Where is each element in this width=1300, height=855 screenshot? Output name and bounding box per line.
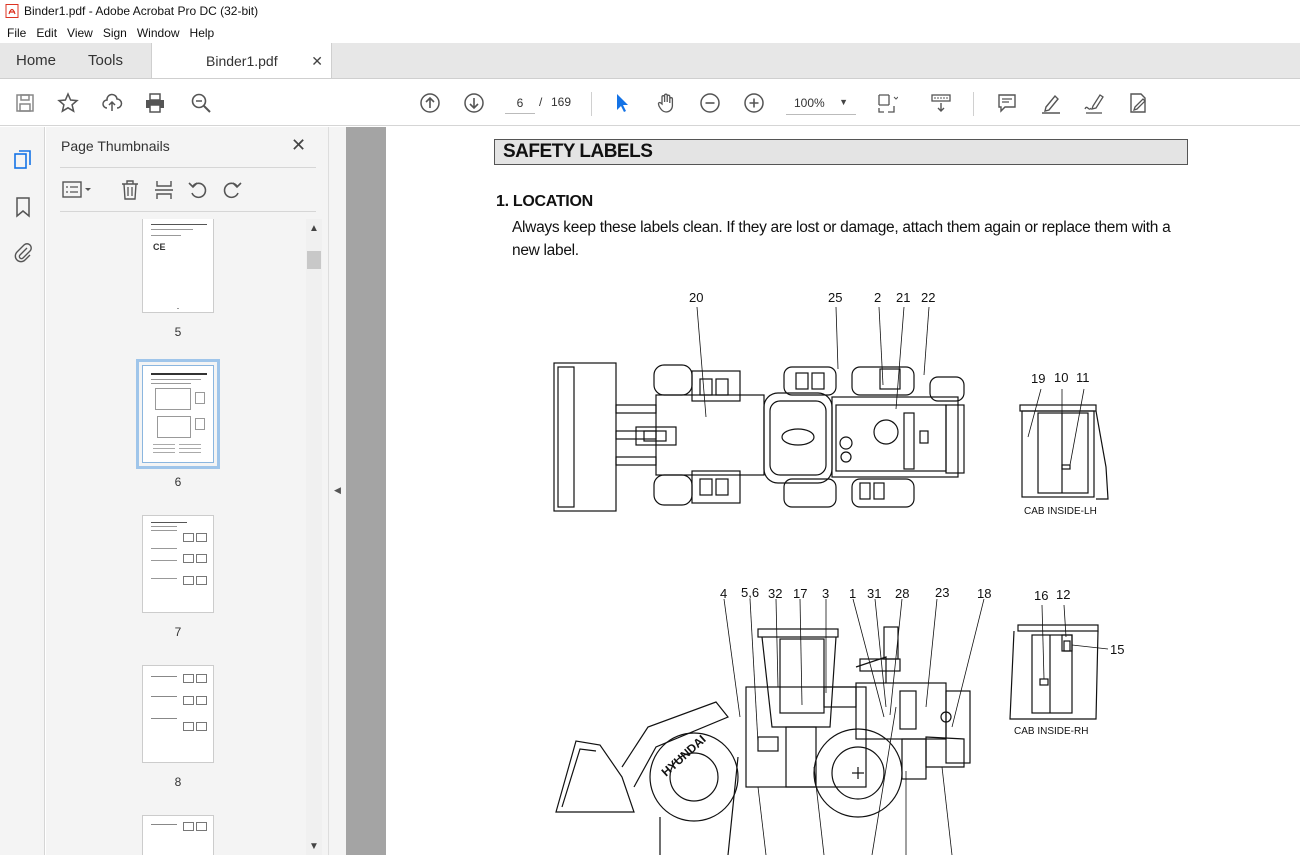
side-callout-4: 4: [720, 586, 728, 601]
previous-page-icon[interactable]: [418, 91, 442, 115]
top-callout-22: 22: [921, 290, 936, 305]
rotate-clockwise-icon[interactable]: [220, 178, 244, 202]
hand-tool-icon[interactable]: [654, 91, 678, 115]
attachments-icon[interactable]: [11, 240, 35, 264]
side-callout-3: 3: [822, 586, 830, 601]
tab-home[interactable]: Home: [16, 52, 57, 69]
collapse-arrow-icon: ◀: [334, 485, 341, 495]
chevron-down-icon: ▼: [839, 97, 848, 107]
top-callout-25: 25: [828, 290, 843, 305]
panel-divider: [60, 211, 316, 212]
menu-help[interactable]: Help: [189, 25, 215, 40]
side-callout-28: 28: [895, 586, 910, 601]
thumbnail-options-menu[interactable]: [60, 178, 94, 202]
zoom-select[interactable]: [786, 91, 856, 115]
cab-lh-callout-11: 11: [1076, 370, 1090, 385]
scrollbar-thumb[interactable]: [307, 251, 321, 269]
top-callout-21: 21: [896, 290, 911, 305]
side-callout-31: 31: [867, 586, 882, 601]
tab-document[interactable]: [152, 43, 332, 78]
svg-text:HYUNDAI: HYUNDAI: [658, 732, 709, 780]
close-tab-icon[interactable]: ✕: [311, 53, 323, 69]
menu-sign[interactable]: Sign: [102, 25, 127, 40]
thumbnail-page-7[interactable]: [142, 515, 214, 613]
location-body: Always keep these labels clean. If they are lost or damage, attach them again or replace them with a new label.: [512, 219, 1171, 259]
tab-document-label: Binder1.pdf: [206, 52, 278, 69]
toolbar: [0, 80, 1300, 126]
thumbnail-page-6[interactable]: [142, 365, 214, 463]
window-title: Binder1.pdf - Adobe Acrobat Pro DC (32-bit): [24, 4, 259, 18]
ce-mark: CE: [153, 242, 166, 252]
page-thumbnails-icon[interactable]: [11, 148, 35, 172]
menu-file[interactable]: File: [7, 25, 27, 40]
side-callout-1: 1: [849, 586, 857, 601]
rotate-counterclockwise-icon[interactable]: [186, 178, 210, 202]
scroll-up-icon[interactable]: ▲: [309, 223, 319, 234]
section-title: SAFETY LABELS: [494, 139, 1188, 165]
cab-lh-callout-10: 10: [1054, 370, 1069, 385]
select-cursor-icon[interactable]: [610, 91, 634, 115]
pdf-page: [386, 127, 1300, 855]
edit-pdf-icon[interactable]: [1126, 91, 1150, 115]
next-page-icon[interactable]: [462, 91, 486, 115]
side-callout-5-6: 5,6: [741, 585, 760, 600]
thumbnail-label: 6: [174, 475, 182, 489]
menu-window[interactable]: Window: [136, 25, 180, 40]
draw-signature-icon[interactable]: [1082, 91, 1106, 115]
comment-icon[interactable]: [995, 91, 1019, 115]
menu-bar: [0, 22, 1300, 43]
options-list-icon: [61, 180, 93, 200]
insert-page-icon[interactable]: [152, 178, 176, 202]
zoom-value: 100%: [794, 95, 825, 110]
thumbnail-label: 7: [174, 625, 182, 639]
search-zoom-icon[interactable]: [189, 91, 213, 115]
bookmark-star-icon[interactable]: [56, 91, 80, 115]
scroll-down-icon[interactable]: ▼: [309, 841, 319, 852]
zoom-in-icon[interactable]: [742, 91, 766, 115]
location-heading: 1. LOCATION: [496, 193, 593, 210]
title-bar: [0, 0, 1300, 22]
page-fit-icon[interactable]: [875, 91, 899, 115]
cab-rh-caption: CAB INSIDE-RH: [1014, 726, 1089, 737]
bookmarks-icon[interactable]: [11, 195, 35, 219]
side-callout-23: 23: [935, 585, 950, 600]
document-view[interactable]: [346, 127, 1300, 855]
tab-bar: [0, 43, 1300, 79]
panel-collapse-handle[interactable]: [328, 127, 346, 855]
menu-edit[interactable]: Edit: [36, 25, 58, 40]
cab-lh-callout-19: 19: [1031, 371, 1046, 386]
zoom-out-icon[interactable]: [698, 91, 722, 115]
top-callout-2: 2: [874, 290, 882, 305]
cab-lh-callout-lines: [1028, 389, 1084, 465]
panel-divider: [60, 167, 316, 168]
cab-rh-callout-16: 16: [1034, 588, 1049, 603]
cab-rh-callout-12: 12: [1056, 587, 1071, 602]
safety-labels-diagram: [386, 127, 1300, 855]
toolbar-divider: [973, 92, 974, 116]
print-icon[interactable]: [143, 91, 167, 115]
cab-rh-callout-15: 15: [1110, 642, 1125, 657]
page-thumbnails-panel: [46, 127, 328, 855]
left-rail: [0, 127, 45, 855]
side-callout-32: 32: [768, 586, 783, 601]
highlight-pen-icon[interactable]: [1039, 91, 1063, 115]
side-callout-18: 18: [977, 586, 992, 601]
thumbnail-list: [46, 219, 304, 855]
cab-lh-caption: CAB INSIDE-LH: [1024, 506, 1097, 517]
toolbar-divider: [591, 92, 592, 116]
thumbnail-page-9[interactable]: [142, 815, 214, 855]
upload-cloud-icon[interactable]: [100, 91, 124, 115]
page-number-input[interactable]: [505, 92, 535, 114]
top-callout-20: 20: [689, 290, 704, 305]
menu-view[interactable]: View: [67, 25, 93, 40]
thumbnail-page-5[interactable]: [142, 219, 214, 313]
thumbnail-scrollbar[interactable]: [306, 219, 322, 855]
panel-title: Page Thumbnails: [61, 138, 170, 154]
page-separator: /: [539, 95, 543, 109]
cab-inside-rh-drawing: [1010, 625, 1098, 719]
side-view-drawing: [556, 627, 970, 855]
delete-page-icon[interactable]: [118, 178, 142, 202]
save-icon[interactable]: [13, 91, 37, 115]
thumbnail-label: 5: [174, 325, 182, 339]
thumbnail-page-8[interactable]: [142, 665, 214, 763]
tab-tools[interactable]: Tools: [74, 43, 152, 78]
thumbnail-label: 8: [174, 775, 182, 789]
top-view-drawing: [554, 363, 964, 511]
page-total: 169: [551, 95, 572, 109]
close-panel-icon[interactable]: ✕: [291, 135, 307, 155]
side-callout-17: 17: [793, 586, 808, 601]
acrobat-app-icon: [5, 4, 19, 18]
scroll-mode-icon[interactable]: [929, 91, 953, 115]
